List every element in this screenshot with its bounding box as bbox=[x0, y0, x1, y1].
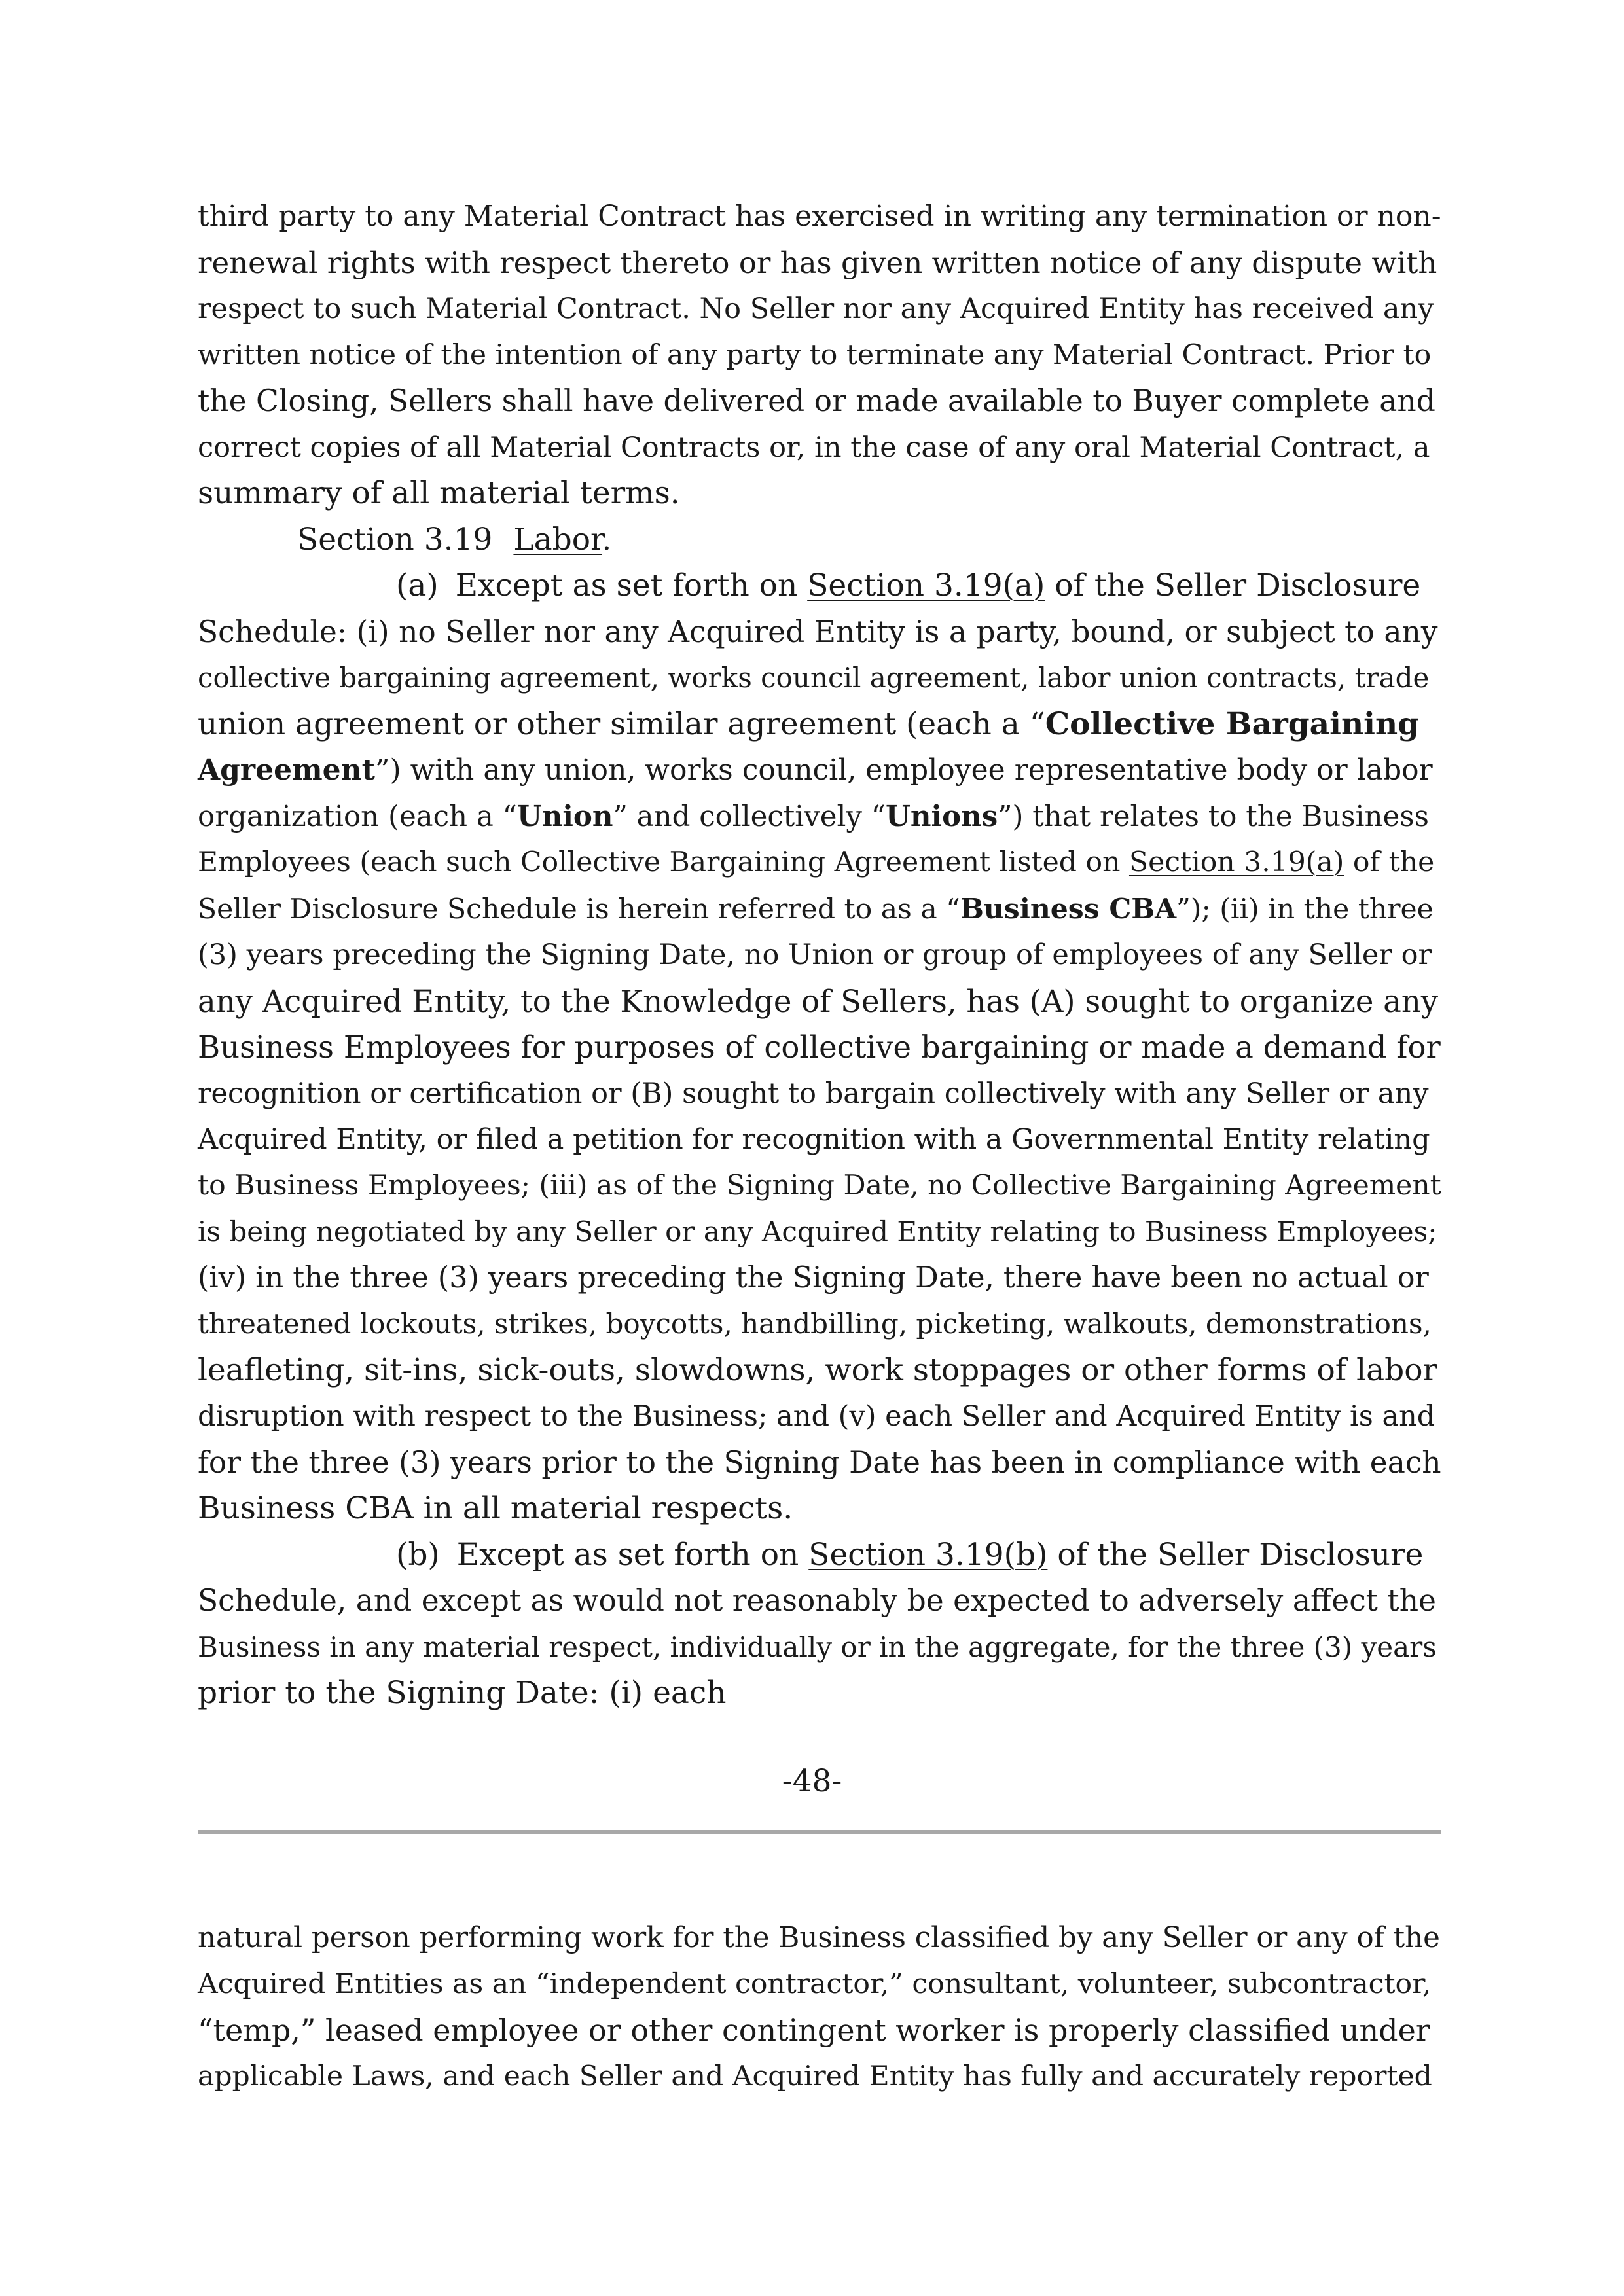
section-reference: Section 3.19(a) bbox=[1128, 846, 1344, 878]
text-line: recognition or certification or (B) sought to bargain collectively with any Seller or any bbox=[198, 1077, 1429, 1110]
subsection-a bbox=[198, 563, 1441, 1532]
text-line: Agreement”) with any union, works council, employee representative body or labor bbox=[198, 753, 1433, 787]
text-line: for the three (3) years prior to the Signing Date has been in compliance with each bbox=[198, 1444, 1441, 1480]
text-line: (iv) in the three (3) years preceding the Signing Date, there have been no actual or bbox=[198, 1261, 1429, 1295]
defined-term: Agreement bbox=[198, 753, 375, 787]
section-heading: Section 3.19 Labor. bbox=[297, 521, 612, 558]
defined-term: Unions bbox=[886, 799, 998, 833]
text-line: (a) Except as set forth on Section 3.19(a) of the Seller Disclosure bbox=[396, 567, 1421, 603]
text-line: prior to the Signing Date: (i) each bbox=[198, 1675, 727, 1711]
text-line: natural person performing work for the Business classified by any Seller or any of the bbox=[198, 1922, 1440, 1954]
text-line: summary of all material terms. bbox=[198, 475, 680, 511]
page-number: -48- bbox=[782, 1763, 842, 1799]
text-line: (b) Except as set forth on Section 3.19(b) of the Seller Disclosure bbox=[396, 1536, 1424, 1573]
text-line: “temp,” leased employee or other contingent worker is properly classified under bbox=[198, 2013, 1430, 2048]
text-line: disruption with respect to the Business; and (v) each Seller and Acquired Entity is and bbox=[198, 1400, 1435, 1433]
section-reference: Section 3.19(b) bbox=[808, 1536, 1048, 1573]
defined-term: Union bbox=[516, 799, 613, 833]
continuation-paragraph bbox=[198, 194, 1441, 517]
text-line: to Business Employees; (iii) as of the Signing Date, no Collective Bargaining Agreement bbox=[198, 1169, 1441, 1202]
text-line: Business CBA in all material respects. bbox=[198, 1490, 793, 1526]
text-line: Business Employees for purposes of collective bargaining or made a demand for bbox=[198, 1030, 1441, 1065]
text-line: third party to any Material Contract has exercised in writing any termination or non- bbox=[198, 200, 1441, 233]
subsection-b bbox=[198, 1532, 1441, 1717]
section-title: Labor bbox=[513, 521, 602, 558]
text-line: correct copies of all Material Contracts or, in the case of any oral Material Contract, a bbox=[198, 431, 1430, 464]
subsection-label: (b) bbox=[396, 1536, 440, 1573]
document-page-48 bbox=[198, 194, 1441, 1717]
defined-term: Collective Bargaining bbox=[1045, 706, 1420, 742]
text-line: Employees (each such Collective Bargaining Agreement listed on Section 3.19(a) of the bbox=[198, 846, 1435, 878]
document-page-49 bbox=[198, 1915, 1441, 2100]
text-line: collective bargaining agreement, works council agreement, labor union contracts, trade bbox=[198, 662, 1430, 694]
text-line: Business in any material respect, individually or in the aggregate, for the three (3) years bbox=[198, 1630, 1437, 1663]
defined-term: Business CBA bbox=[960, 892, 1177, 925]
text-line: union agreement or other similar agreement (each a “Collective Bargaining bbox=[198, 706, 1420, 742]
text-line: is being negotiated by any Seller or any Acquired Entity relating to Business Employees; bbox=[198, 1215, 1437, 1247]
text-line: organization (each a “Union” and collectively “Unions”) that relates to the Business bbox=[198, 799, 1429, 833]
section-number: Section 3.19 bbox=[297, 521, 493, 558]
text-line: renewal rights with respect thereto or has given written notice of any dispute with bbox=[198, 245, 1437, 280]
text-line: leafleting, sit-ins, sick-outs, slowdowns, work stoppages or other forms of labor bbox=[198, 1352, 1437, 1388]
text-line: threatened lockouts, strikes, boycotts, handbilling, picketing, walkouts, demonstrations, bbox=[198, 1308, 1432, 1340]
text-line: the Closing, Sellers shall have delivered or made available to Buyer complete and bbox=[198, 384, 1435, 418]
subsection-label: (a) bbox=[396, 567, 439, 603]
text-line: Schedule, and except as would not reasonably be expected to adversely affect the bbox=[198, 1583, 1436, 1618]
text-line: applicable Laws, and each Seller and Acquired Entity has fully and accurately reported bbox=[198, 2060, 1432, 2092]
text-line: any Acquired Entity, to the Knowledge of Sellers, has (A) sought to organize any bbox=[198, 983, 1439, 1019]
page-divider bbox=[198, 1830, 1441, 1834]
text-line: Schedule: (i) no Seller nor any Acquired Entity is a party, bound, or subject to any bbox=[198, 614, 1438, 649]
text-line: respect to such Material Contract. No Seller nor any Acquired Entity has received any bbox=[198, 293, 1434, 325]
text-line: Acquired Entity, or filed a petition for recognition with a Governmental Entity relating bbox=[198, 1123, 1430, 1156]
text-line: Seller Disclosure Schedule is herein referred to as a “Business CBA”); (ii) in the three bbox=[198, 892, 1434, 925]
text-line: written notice of the intention of any party to terminate any Material Contract. Prior to bbox=[198, 338, 1432, 371]
text-line: (3) years preceding the Signing Date, no Union or group of employees of any Seller or bbox=[198, 939, 1432, 971]
text-line: Acquired Entities as an “independent contractor,” consultant, volunteer, subcontractor, bbox=[198, 1967, 1432, 2000]
section-reference: Section 3.19(a) bbox=[807, 567, 1045, 603]
